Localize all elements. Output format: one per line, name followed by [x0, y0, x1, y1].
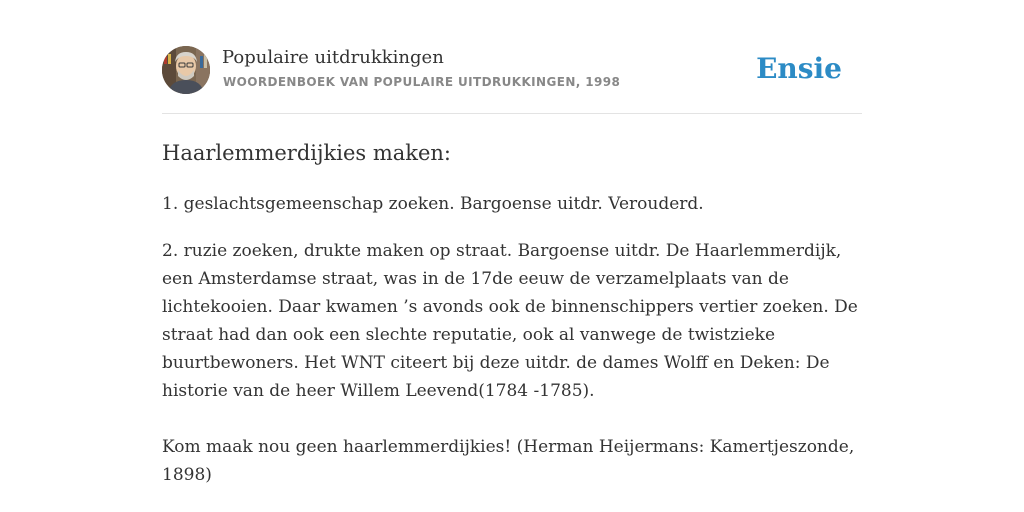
header-divider — [162, 113, 862, 114]
source-header — [162, 46, 862, 96]
author-portrait-icon — [162, 46, 210, 94]
ensie-logo[interactable]: Ensie — [756, 52, 842, 85]
source-title[interactable]: Populaire uitdrukkingen — [222, 47, 444, 68]
entry-content — [162, 138, 862, 489]
definition-2: 2. ruzie zoeken, drukte maken op straat. Bargoense uitdr. De Haarlemmerdijk, een Amsterdamse straat, was in de 17de eeuw de verzamelplaats van de lichtekooien. Daar kwamen ’s avonds ook de binnenschippers vertier zoeken. De straat had dan ook een slechte reputatie, ook al vanwege de twistzieke buurtbewoners. Het WNT citeert bij deze uitdr. de dames Wolff en Deken: De historie van de heer Willem Leevend(1784 -1785). — [162, 241, 858, 401]
source-subtitle: WOORDENBOEK VAN POPULAIRE UITDRUKKINGEN, 1998 — [223, 75, 621, 89]
entry-term: Haarlemmerdijkies maken: — [162, 141, 452, 165]
definition-1: 1. geslachtsgemeenschap zoeken. Bargoense uitdr. Verouderd. — [162, 194, 704, 214]
author-avatar[interactable] — [162, 46, 210, 94]
example-quote: Kom maak nou geen haarlemmerdijkies! (Herman Heijermans: Kamertjeszonde, 1898) — [162, 437, 855, 485]
